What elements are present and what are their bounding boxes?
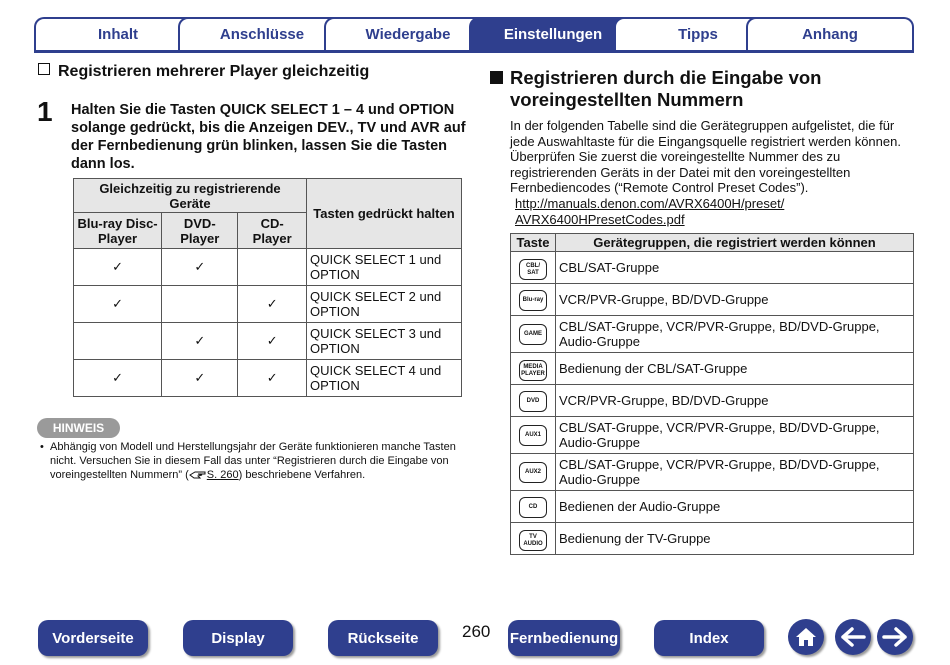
table-row [511,385,914,417]
empty-cell [162,286,238,323]
table-row [74,249,462,286]
index-button[interactable]: Index [654,620,764,656]
tab-anhang[interactable]: Anhang [746,17,914,50]
bluray-key-icon: Blu-ray [519,290,547,311]
table-row [511,316,914,353]
tab-einstellungen[interactable]: Einstellungen [469,17,637,50]
tab-baseline [34,50,914,53]
empty-cell [238,249,307,286]
page-number: 260 [462,622,491,641]
keys-cell: QUICK SELECT 1 und OPTION [306,249,461,286]
media-player-key-icon: MEDIA PLAYER [519,360,547,381]
check-mark: ✓ [74,249,162,286]
table-row [511,417,914,454]
aux2-key-icon: AUX2 [519,462,547,483]
note-badge: HINWEIS [37,418,120,438]
check-mark: ✓ [238,323,307,360]
table-bluray-header: Blu-ray Disc-Player [74,213,162,249]
dvd-key-icon: DVD [519,391,547,412]
note-body: Abhängig von Modell und Herstellungsjahr der Geräte funktionieren manche Tasten nicht. Versuchen Sie in diesem Fall das unter “Registrieren durch die Eingabe von voreingestellten Nummern” ( [50,441,456,481]
table-row [511,491,914,523]
check-mark: ✓ [162,323,238,360]
note-body-end: ) beschriebene Verfahren. [238,469,366,481]
left-heading [38,63,369,81]
table-row [511,523,914,555]
table-cd-header: CD-Player [238,213,307,249]
table-group-header: Gleichzeitig zu registrierende Geräte [74,179,307,213]
cd-key-icon: CD [519,497,547,518]
rear-panel-button[interactable]: Rückseite [328,620,438,656]
groups-cell: CBL/SAT-Gruppe, VCR/PVR-Gruppe, BD/DVD-Gruppe, Audio-Gruppe [556,316,914,353]
step-text: Halten Sie die Tasten QUICK SELECT 1 – 4 und OPTION solange gedrückt, bis die Anzeigen DEV., TV und AVR auf der Fernbedienung grün blinken, lassen Sie die Tasten dann los. [71,102,466,172]
tab-anschluesse[interactable]: Anschlüsse [178,17,346,50]
step-number: 1 [37,96,53,127]
groups-cell: CBL/SAT-Gruppe [556,252,914,284]
front-panel-button[interactable]: Vorderseite [38,620,148,656]
display-button[interactable]: Display [183,620,293,656]
tab-inhalt[interactable]: Inhalt [34,17,202,50]
check-mark: ✓ [74,360,162,397]
groups-cell: CBL/SAT-Gruppe, VCR/PVR-Gruppe, BD/DVD-Gruppe, Audio-Gruppe [556,454,914,491]
tab-tipps[interactable]: Tipps [614,17,782,50]
right-heading-text: Registrieren durch die Eingabe von voreingestellten Nummern [510,67,822,110]
tab-wiedergabe[interactable]: Wiedergabe [324,17,492,50]
table-row [74,286,462,323]
url-line-2[interactable]: AVRX6400HPresetCodes.pdf [515,211,685,227]
keys-cell: QUICK SELECT 3 und OPTION [306,323,461,360]
table-row [511,284,914,316]
game-key-icon: GAME [519,324,547,345]
table-row [511,454,914,491]
url-line-1[interactable]: http://manuals.denon.com/AVRX6400H/preset/ [515,196,785,211]
tv-audio-key-icon: TV AUDIO [519,530,547,551]
groups-cell: CBL/SAT-Gruppe, VCR/PVR-Gruppe, BD/DVD-Gruppe, Audio-Gruppe [556,417,914,454]
keys-cell: QUICK SELECT 4 und OPTION [306,360,461,397]
groups-cell: VCR/PVR-Gruppe, BD/DVD-Gruppe [556,385,914,417]
device-groups-table [510,233,914,555]
table-row [74,323,462,360]
square-bullet-icon [490,71,503,84]
keys-cell: QUICK SELECT 2 und OPTION [306,286,461,323]
check-mark: ✓ [238,286,307,323]
page-link[interactable]: S. 260 [206,469,239,481]
checkbox-bullet-icon [38,63,50,75]
table-row [74,360,462,397]
note-text [40,440,460,484]
home-icon[interactable] [788,619,824,655]
intro-text: In der folgenden Tabelle sind die Gerätegruppen aufgelistet, die für jede Auswahltaste für die Eingangsquelle registriert werden können. Überprüfen Sie zuerst die voreingestellte Nummer des zu registrierenden Geräts in der Datei mit den voreingestellten Fernbediencodes (“Remote Control Preset Codes”). [510,118,901,195]
groups-cell: VCR/PVR-Gruppe, BD/DVD-Gruppe [556,284,914,316]
key-column-header: Taste [511,234,556,252]
table-keys-header: Tasten gedrückt halten [306,179,461,249]
cbl-sat-key-icon: CBL/ SAT [519,259,547,280]
check-mark: ✓ [238,360,307,397]
groups-cell: Bedienung der TV-Gruppe [556,523,914,555]
empty-cell [74,323,162,360]
groups-cell: Bedienung der CBL/SAT-Gruppe [556,353,914,385]
chapter-tabs [34,17,914,53]
reference-hand-icon [189,470,207,484]
check-mark: ✓ [162,360,238,397]
left-heading-text: Registrieren mehrerer Player gleichzeitig [58,63,370,80]
check-mark: ✓ [162,249,238,286]
aux1-key-icon: AUX1 [519,425,547,446]
groups-column-header: Gerätegruppen, die registriert werden können [556,234,914,252]
forward-arrow-icon[interactable] [877,619,913,655]
back-arrow-icon[interactable] [835,619,871,655]
groups-cell: Bedienen der Audio-Gruppe [556,491,914,523]
table-row [511,252,914,284]
preset-codes-link[interactable] [515,196,784,227]
check-mark: ✓ [74,286,162,323]
note-bullet: • [40,441,44,453]
remote-control-button[interactable]: Fernbedienung [508,620,620,656]
right-heading [490,67,910,111]
table-row [511,353,914,385]
table-dvd-header: DVD-Player [162,213,238,249]
player-combination-table [73,178,462,397]
